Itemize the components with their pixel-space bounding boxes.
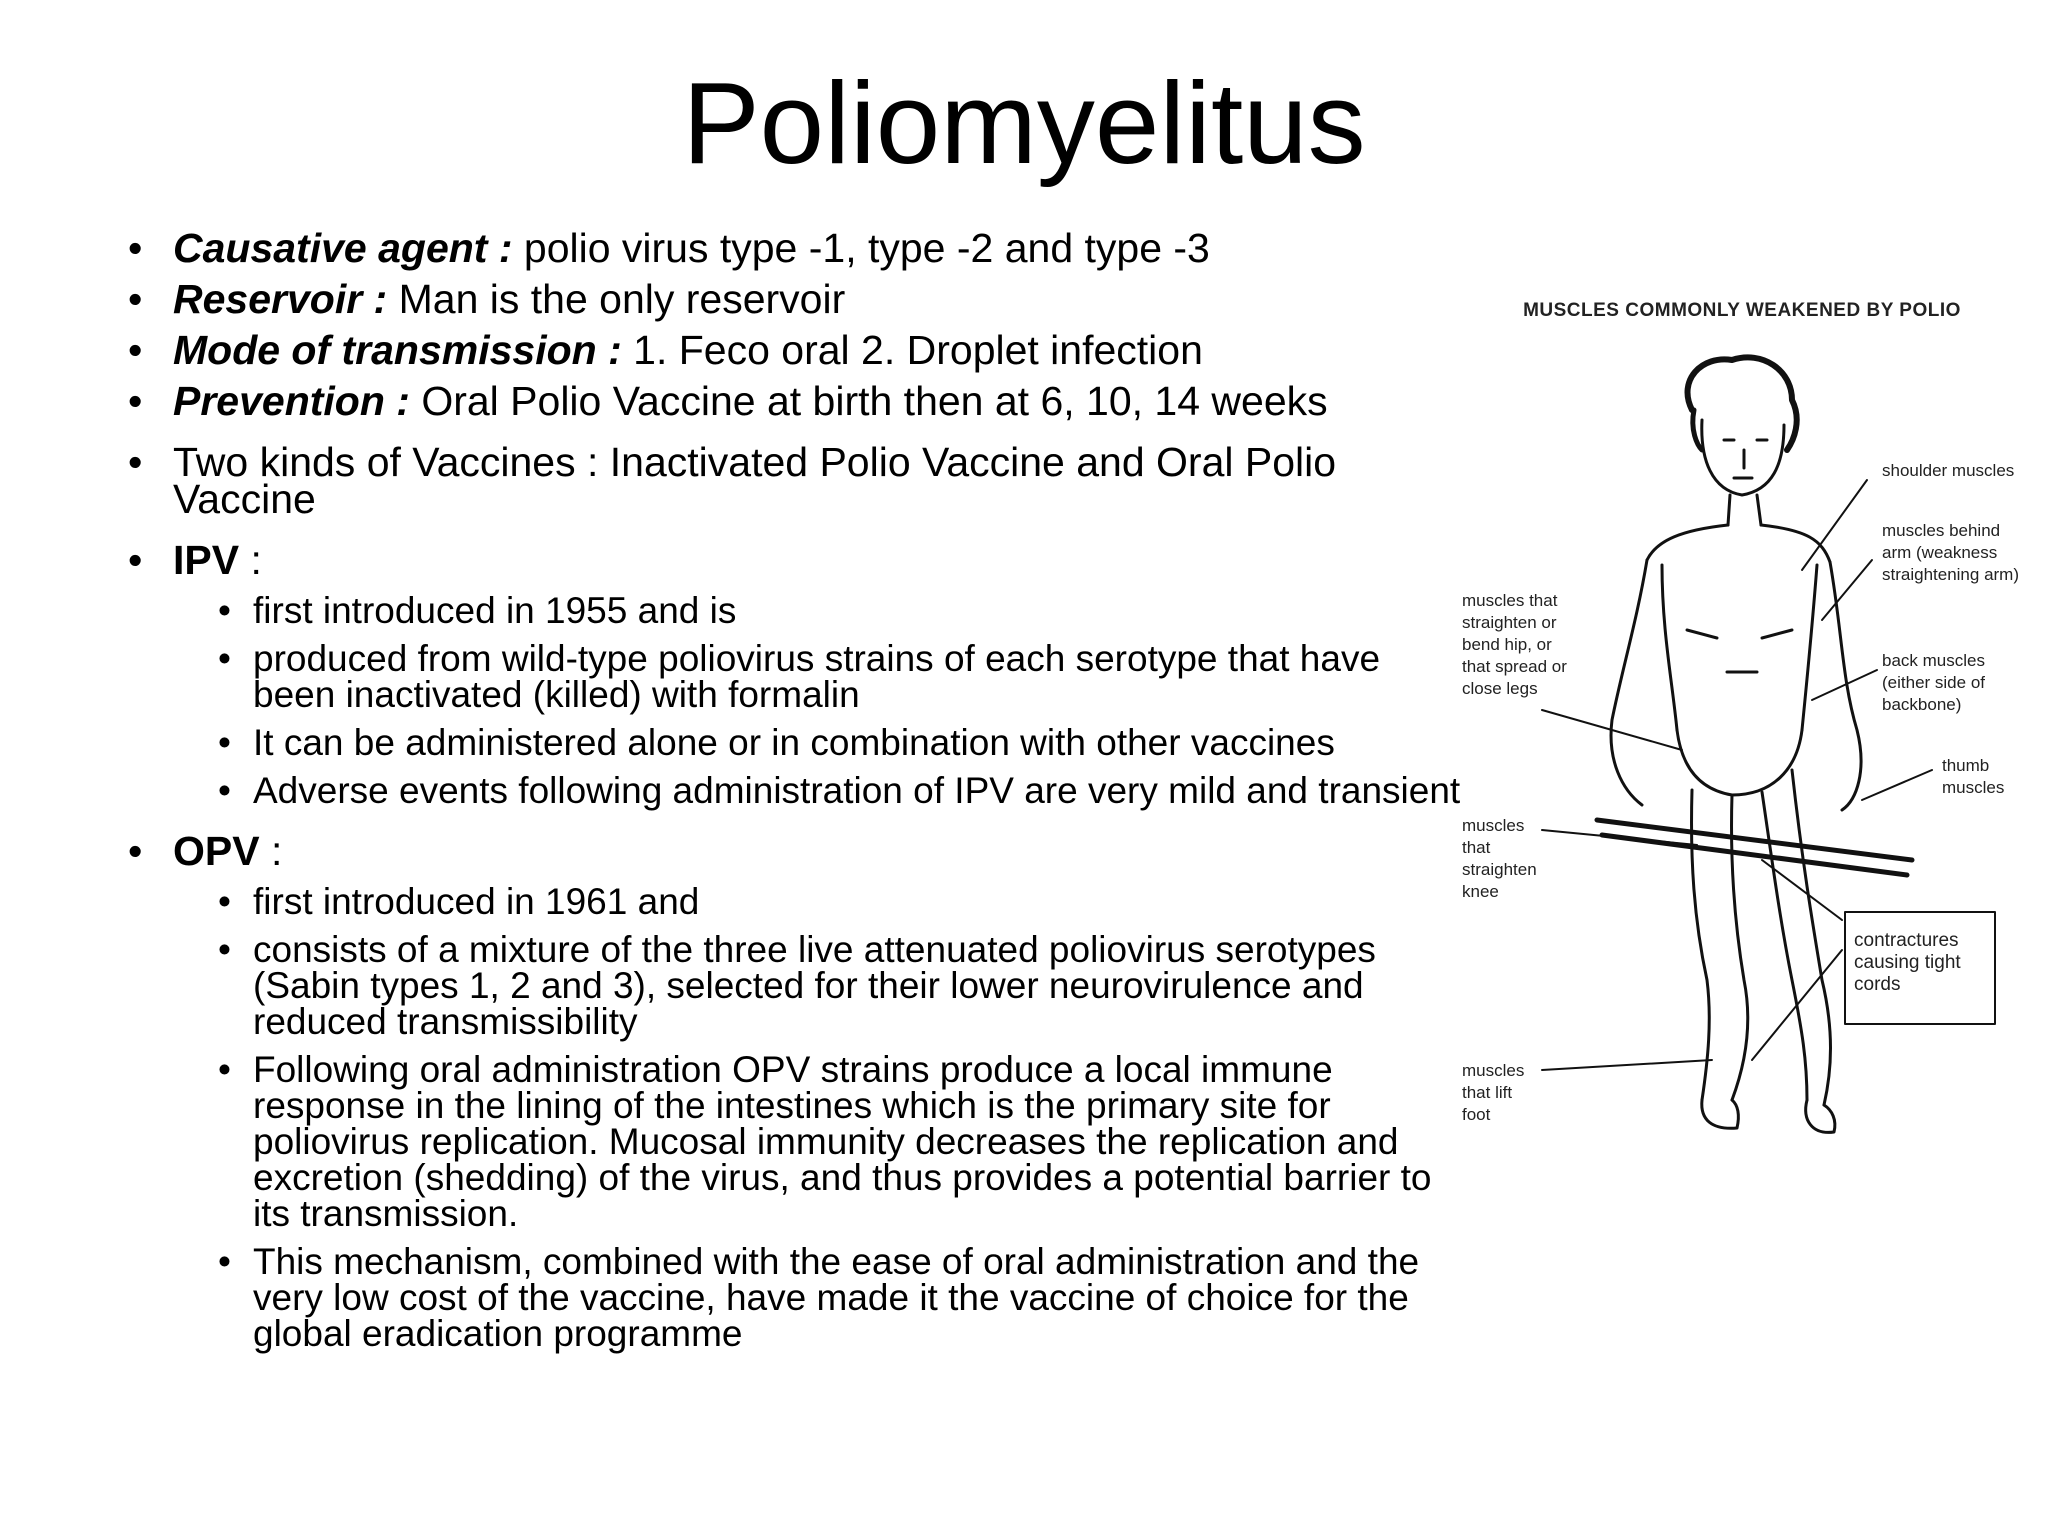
label-shoulder-muscles: shoulder muscles — [1882, 461, 2015, 480]
slide-title: Poliomyelitus — [682, 58, 1366, 188]
bullet-label: Prevention : — [173, 378, 410, 424]
bullet-label: OPV — [173, 828, 260, 874]
figure-caption: MUSCLES COMMONLY WEAKENED BY POLIO — [1523, 300, 1961, 321]
bullet-text: 1. Feco oral 2. Droplet infection — [621, 327, 1203, 373]
bullet-prevention — [128, 378, 1468, 424]
label-back-muscles: back muscles (either side of backbone) — [1882, 651, 1985, 714]
label-foot-muscles: muscles that lift foot — [1462, 1061, 1525, 1124]
bullet-label: Reservoir : — [173, 276, 388, 322]
ipv-item: • Adverse events following administration of IPV are very mild and transient — [218, 773, 1468, 809]
bullet-reservoir — [128, 276, 1468, 322]
bullet-text: Man is the only reservoir — [387, 276, 846, 322]
label-muscles-behind-arm: muscles behind arm (weakness straightening arm) — [1882, 521, 2020, 584]
opv-item: • consists of a mixture of the three live attenuated poliovirus serotypes (Sabin types 1, 2 and 3), selected for their lower neurovirulence and reduced transmissibility — [218, 932, 1468, 1040]
bullet-mode-of-transmission — [128, 327, 1468, 373]
ipv-sub-list — [173, 590, 1468, 811]
bullet-ipv — [128, 537, 1468, 811]
opv-item: • Following oral administration OPV strains produce a local immune response in the lining of the intestines which is the primary site for poliovirus replication. Mucosal immunity decreases the replication and excretion (shedding) of the virus, and thus provides a potential barrier to its transmission. — [218, 1052, 1468, 1232]
bullet-list — [128, 225, 1468, 1354]
bullet-text: Oral Polio Vaccine at birth then at 6, 10, 14 weeks — [409, 378, 1328, 424]
bullet-suffix: : — [239, 537, 262, 583]
label-hip-muscles: muscles that straighten or bend hip, or that spread or close legs — [1462, 591, 1567, 698]
opv-item: • first introduced in 1961 and — [218, 884, 1468, 920]
ipv-item: • produced from wild-type poliovirus strains of each serotype that have been inactivated (killed) with formalin — [218, 641, 1468, 713]
opv-item: • This mechanism, combined with the ease of oral administration and the very low cost of the vaccine, have made it the vaccine of choice for the global eradication programme — [218, 1244, 1468, 1352]
label-knee-muscles: muscles that straighten knee — [1462, 816, 1537, 901]
label-thumb-muscles: thumb muscles — [1942, 756, 2005, 797]
bullet-causative-agent — [128, 225, 1468, 271]
bullet-content — [128, 225, 1468, 1376]
child-sketch-icon — [1462, 300, 2042, 1180]
bullet-opv — [128, 828, 1468, 1354]
polio-muscles-figure — [1462, 300, 2042, 1180]
ipv-item: • first introduced in 1955 and is — [218, 593, 1468, 629]
bullet-label: Mode of transmission : — [173, 327, 622, 373]
bullet-text: Two kinds of Vaccines : Inactivated Polio Vaccine and Oral Polio Vaccine — [173, 439, 1337, 522]
bullet-vaccine-kinds — [128, 439, 1468, 522]
bullet-label: Causative agent : — [173, 225, 513, 271]
label-contractures: contractures causing tight cords — [1854, 930, 1961, 995]
bullet-label: IPV — [173, 537, 240, 583]
opv-sub-list — [173, 881, 1468, 1354]
ipv-item: • It can be administered alone or in combination with other vaccines — [218, 725, 1468, 761]
bullet-text: polio virus type -1, type -2 and type -3 — [512, 225, 1210, 271]
bullet-suffix: : — [259, 828, 283, 874]
